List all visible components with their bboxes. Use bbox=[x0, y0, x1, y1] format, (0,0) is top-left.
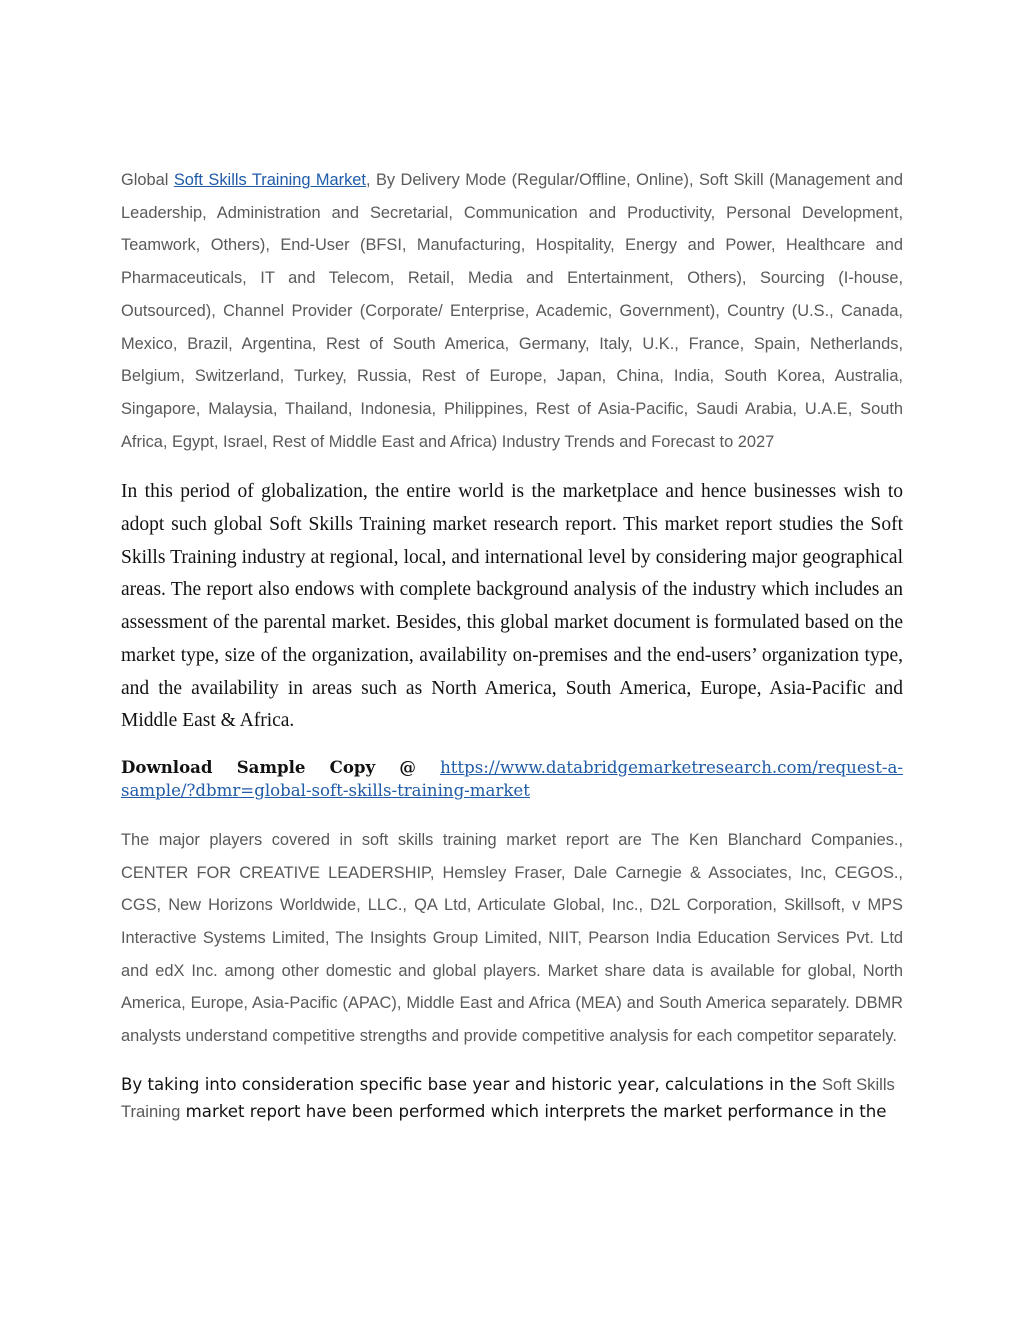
sample-word: Sample bbox=[236, 756, 306, 777]
base-year-part2: market report have been performed which interprets the market performance in the bbox=[180, 1101, 887, 1121]
intro-rest: , By Delivery Mode (Regular/Offline, Online), Soft Skill (Management and Leadership, Administration and Secretarial, Communication and Productivity, Personal Development, Teamwork, Others), End-User (BFSI, Manufacturing, Hospitality, Energy and Power, Healthcare and Pharmaceuticals, IT and Telecom, Retail, Media and Entertainment, Others), Sourcing (I-house, Outsourced), Channel Provider (Corporate/ Enterprise, Academic, Government), Country (U.S., Canada, Mexico, Brazil, Argentina, Rest of South America, Germany, Italy, U.K., France, Spain, Netherlands, Belgium, Switzerland, Turkey, Russia, Rest of Europe, Japan, China, India, South Korea, Australia, Singapore, Malaysia, Thailand, Indonesia, Philippines, Rest of Asia-Pacific, Saudi Arabia, U.A.E, South Africa, Egypt, Israel, Rest of Middle East and Africa) Industry Trends and Forecast to 2027 bbox=[121, 171, 904, 451]
download-word: Download bbox=[121, 756, 213, 777]
soft-skills-market-link[interactable]: Soft Skills Training Market bbox=[173, 171, 366, 189]
intro-paragraph bbox=[121, 164, 903, 458]
base-year-inline-term: Soft Skills Training bbox=[121, 1074, 895, 1121]
download-sample-block bbox=[121, 756, 903, 802]
players-paragraph: The major players covered in soft skills training market report are The Ken Blanchard Companies., CENTER FOR CREATIVE LEADERSHIP, Hemsley Fraser, Dale Carnegie & Associates, Inc, CEGOS., CGS, New Horizons Worldwide, LLC., QA Ltd, Articulate Global, Inc., D2L Corporation, Skillsoft, v MPS Interactive Systems Limited, The Insights Group Limited, NIIT, Pearson India Education Services Pvt. Ltd and edX Inc. among other domestic and global players. Market share data is available for global, North America, Europe, Asia-Pacific (APAC), Middle East and Africa (MEA) and South America separately. DBMR analysts understand competitive strengths and provide competitive analysis for each competitor separately. bbox=[121, 830, 903, 1046]
intro-prefix: Global bbox=[121, 171, 174, 189]
base-year-part1: By taking into consideration specific base year and historic year, calculations in the bbox=[121, 1074, 822, 1094]
at-sign: @ bbox=[399, 756, 416, 777]
globalization-paragraph: In this period of globalization, the entire world is the marketplace and hence businesses wish to adopt such global Soft Skills Training market research report. This market report studies the Soft Skills Training industry at regional, local, and international level by considering major geographical areas. The report also endows with complete background analysis of the industry which includes an assessment of the parental market. Besides, this global market document is formulated based on the market type, size of the organization, availability on-premises and the end-users’ organization type, and the availability in areas such as North America, South America, Europe, Asia-Pacific and Middle East & Africa. bbox=[121, 481, 903, 732]
sample-url-link-part1[interactable]: https://www.databridgemarketresearch.com/request-a- bbox=[440, 757, 903, 777]
sample-url-link-part2[interactable]: sample/?dbmr=global-soft-skills-training-market bbox=[121, 780, 530, 800]
base-year-paragraph bbox=[121, 1071, 903, 1125]
document-page bbox=[121, 164, 903, 1141]
download-row bbox=[121, 756, 903, 779]
copy-word: Copy bbox=[329, 756, 376, 777]
